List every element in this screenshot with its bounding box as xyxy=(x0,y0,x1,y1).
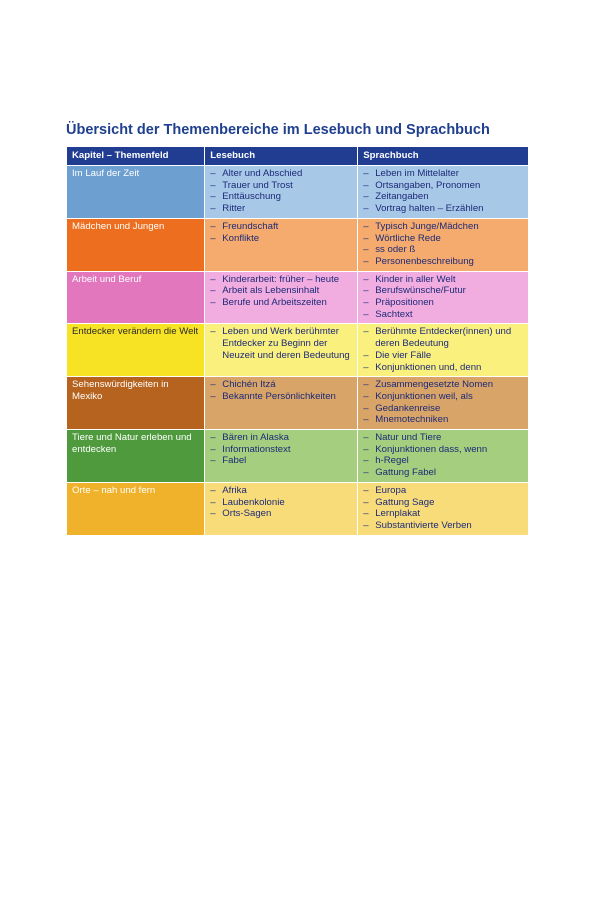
header-lesebuch: Lesebuch xyxy=(205,147,358,166)
sprachbuch-cell xyxy=(358,377,529,430)
sprachbuch-cell xyxy=(358,482,529,535)
lesebuch-list xyxy=(210,485,352,520)
list-item: – Laubenkolonie xyxy=(210,497,352,509)
kapitel-cell: Arbeit und Beruf xyxy=(67,271,205,324)
table-row xyxy=(67,166,529,219)
sprachbuch-cell xyxy=(358,324,529,377)
list-item: – h-Regel xyxy=(363,455,523,467)
list-item: – Präpositionen xyxy=(363,297,523,309)
list-item: – Kinderarbeit: früher – heute xyxy=(210,274,352,286)
list-item: – Freundschaft xyxy=(210,221,352,233)
table-row xyxy=(67,377,529,430)
list-item: – Substantivierte Verben xyxy=(363,520,523,532)
list-item: – Ortsangaben, Pronomen xyxy=(363,180,523,192)
list-item: – Bekannte Persönlichkeiten xyxy=(210,391,352,403)
list-item: – Konflikte xyxy=(210,233,352,245)
kapitel-cell: Tiere und Natur erleben und entdecken xyxy=(67,430,205,483)
lesebuch-cell xyxy=(205,324,358,377)
lesebuch-cell xyxy=(205,218,358,271)
header-sprachbuch: Sprachbuch xyxy=(358,147,529,166)
sprachbuch-cell xyxy=(358,430,529,483)
kapitel-cell: Mädchen und Jungen xyxy=(67,218,205,271)
list-item: – Kinder in aller Welt xyxy=(363,274,523,286)
sprachbuch-list xyxy=(363,432,523,479)
list-item: – Afrika xyxy=(210,485,352,497)
list-item: – Fabel xyxy=(210,455,352,467)
list-item: – Gedankenreise xyxy=(363,403,523,415)
table-row xyxy=(67,218,529,271)
lesebuch-cell xyxy=(205,482,358,535)
list-item: – Lernplakat xyxy=(363,508,523,520)
list-item: – Zusammengesetzte Nomen xyxy=(363,379,523,391)
list-item: – Konjunktionen und, denn xyxy=(363,362,523,374)
table-row xyxy=(67,271,529,324)
list-item: – Chichén Itzá xyxy=(210,379,352,391)
list-item: – Orts-Sagen xyxy=(210,508,352,520)
lesebuch-cell xyxy=(205,271,358,324)
sprachbuch-cell xyxy=(358,166,529,219)
list-item: – Berufe und Arbeitszeiten xyxy=(210,297,352,309)
table-row xyxy=(67,324,529,377)
list-item: – Personenbeschreibung xyxy=(363,256,523,268)
lesebuch-list xyxy=(210,221,352,244)
sprachbuch-cell xyxy=(358,271,529,324)
overview-table xyxy=(66,146,529,536)
sprachbuch-list xyxy=(363,221,523,268)
lesebuch-list xyxy=(210,432,352,467)
lesebuch-list xyxy=(210,326,352,361)
list-item: – Trauer und Trost xyxy=(210,180,352,192)
sprachbuch-list xyxy=(363,379,523,426)
list-item: – Berufswünsche/Futur xyxy=(363,285,523,297)
kapitel-cell: Sehenswürdigkeiten in Mexiko xyxy=(67,377,205,430)
list-item: – Leben im Mittelalter xyxy=(363,168,523,180)
lesebuch-cell xyxy=(205,166,358,219)
sprachbuch-list xyxy=(363,326,523,373)
list-item: – Gattung Fabel xyxy=(363,467,523,479)
list-item: – Konjunktionen dass, wenn xyxy=(363,444,523,456)
list-item: – Gattung Sage xyxy=(363,497,523,509)
lesebuch-list xyxy=(210,379,352,402)
lesebuch-cell xyxy=(205,430,358,483)
kapitel-cell: Entdecker verändern die Welt xyxy=(67,324,205,377)
list-item: – Die vier Fälle xyxy=(363,350,523,362)
list-item: – Berühmte Entdecker(innen) und deren Bedeutung xyxy=(363,326,523,349)
table-row xyxy=(67,482,529,535)
lesebuch-cell xyxy=(205,377,358,430)
list-item: – Arbeit als Lebensinhalt xyxy=(210,285,352,297)
list-item: – Vortrag halten – Erzählen xyxy=(363,203,523,215)
list-item: – Alter und Abschied xyxy=(210,168,352,180)
header-row xyxy=(67,147,529,166)
list-item: – Mnemotechniken xyxy=(363,414,523,426)
page-title: Übersicht der Themenbereiche im Lesebuch und Sprachbuch xyxy=(66,122,490,138)
list-item: – Informationstext xyxy=(210,444,352,456)
header-kapitel: Kapitel – Themenfeld xyxy=(67,147,205,166)
list-item: – Wörtliche Rede xyxy=(363,233,523,245)
list-item: – Ritter xyxy=(210,203,352,215)
list-item: – Bären in Alaska xyxy=(210,432,352,444)
kapitel-cell: Orte – nah und fern xyxy=(67,482,205,535)
lesebuch-list xyxy=(210,274,352,309)
list-item: – Typisch Junge/Mädchen xyxy=(363,221,523,233)
list-item: – Zeitangaben xyxy=(363,191,523,203)
list-item: – Enttäuschung xyxy=(210,191,352,203)
sprachbuch-cell xyxy=(358,218,529,271)
list-item: – Natur und Tiere xyxy=(363,432,523,444)
sprachbuch-list xyxy=(363,274,523,321)
table-row xyxy=(67,430,529,483)
list-item: – Konjunktionen weil, als xyxy=(363,391,523,403)
sprachbuch-list xyxy=(363,485,523,532)
kapitel-cell: Im Lauf der Zeit xyxy=(67,166,205,219)
list-item: – Europa xyxy=(363,485,523,497)
sprachbuch-list xyxy=(363,168,523,215)
list-item: – Sachtext xyxy=(363,309,523,321)
lesebuch-list xyxy=(210,168,352,215)
list-item: – Leben und Werk berühmter Entdecker zu Beginn der Neuzeit und deren Bedeutung xyxy=(210,326,352,361)
list-item: – ss oder ß xyxy=(363,244,523,256)
